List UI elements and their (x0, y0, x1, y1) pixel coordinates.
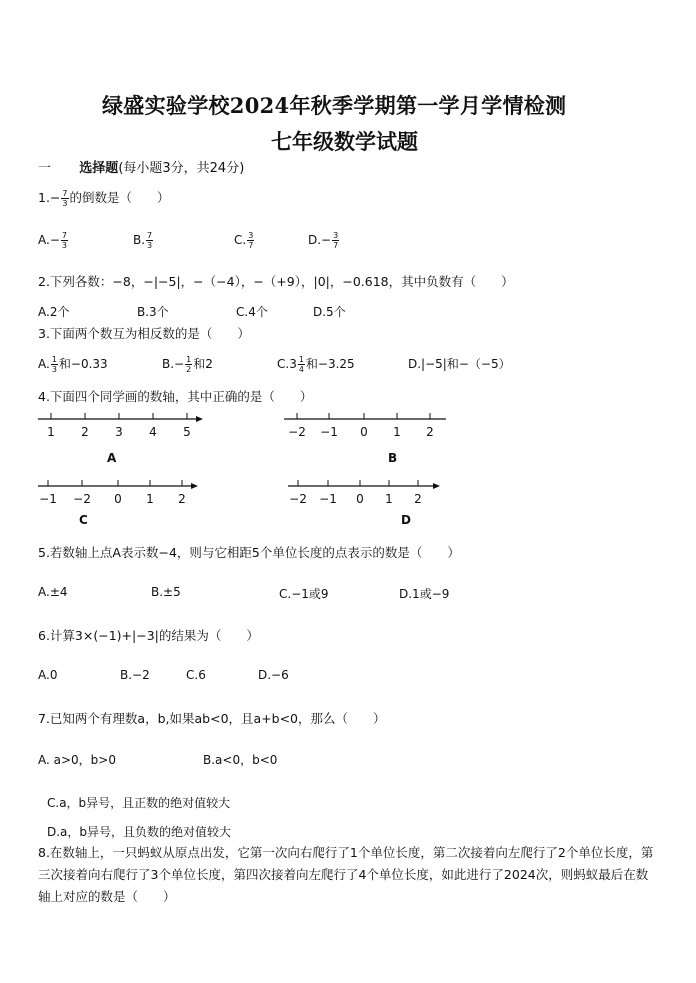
q3-option-a[interactable]: A. $\frac{1}{3}$ 和−0.33 (38, 355, 108, 374)
question-3-stem: 3.下面两个数互为相反数的是（ ） (38, 326, 250, 341)
tick-label: 2 (81, 425, 89, 439)
exam-subtitle: 七年级数学试题 (271, 129, 418, 154)
q7-option-c[interactable]: C.a，b异号，且正数的绝对值较大 (47, 796, 231, 810)
tick-label: −2 (289, 492, 307, 506)
q1-option-d[interactable]: D.− $\frac{3}{7}$ (308, 231, 339, 250)
q5-option-a[interactable]: A.±4 (38, 585, 68, 599)
tick-label: 0 (360, 425, 368, 439)
number-line-a (36, 410, 206, 444)
number-line-d-label[interactable]: D (401, 513, 411, 527)
section-number: 一 (38, 161, 52, 176)
tick-label: −1 (319, 492, 337, 506)
q3-option-d[interactable]: D.|−5|和−（−5） (408, 357, 511, 371)
q6-option-d[interactable]: D.−6 (258, 668, 289, 682)
q7-option-b[interactable]: B.a<0，b<0 (203, 753, 278, 767)
q1-suffix: 的倒数是（ ） (69, 190, 170, 205)
q1-prefix: 1.− (38, 190, 61, 205)
exam-title: 绿盛实验学校2024年秋季学期第一学月学情检测 (102, 93, 567, 118)
tick-label: −1 (320, 425, 338, 439)
question-6-stem: 6.计算3×(−1)+|−3|的结果为（ ） (38, 628, 259, 643)
question-2-stem: 2.下列各数：−8，−|−5|，−（−4），−（+9），|0|，−0.618，其中负数有（ ） (38, 274, 514, 289)
ticks (51, 413, 187, 419)
axis-arrow (433, 483, 440, 489)
q1-option-c[interactable]: C. $\frac{3}{7}$ (234, 231, 254, 250)
q7-option-a[interactable]: A. a>0，b>0 (38, 753, 116, 767)
q5-option-b[interactable]: B.±5 (151, 585, 181, 599)
section-note: (每小题3分，共24分) (118, 161, 245, 176)
section-name: 选择题 (79, 161, 119, 176)
axis-arrow (191, 483, 198, 489)
q5-option-c[interactable]: C.−1或9 (279, 587, 329, 601)
section-heading (38, 157, 244, 176)
tick-label: −2 (288, 425, 306, 439)
q2-option-a[interactable]: A.2个 (38, 305, 70, 319)
question-4-stem: 4.下面四个同学画的数轴，其中正确的是（ ） (38, 389, 313, 404)
question-7-stem: 7.已知两个有理数a，b,如果ab<0，且a+b<0，那么（ ） (38, 711, 386, 726)
q1-option-b[interactable]: B. $\frac{7}{3}$ (133, 231, 153, 250)
question-8-stem: 8.在数轴上，一只蚂蚁从原点出发，它第一次向右爬行了1个单位长度，第二次接着向左爬行了2个单位长度，第三次接着向右爬行了3个单位长度，第四次接着向左爬行了4个单位长度，如此进行了2024次，则蚂蚁最后在数轴上对应的数是（ ） (38, 845, 654, 904)
ticks (298, 480, 418, 486)
number-line-d (288, 477, 458, 511)
tick-label: 0 (114, 492, 122, 506)
tick-label: 2 (414, 492, 422, 506)
q1-option-a[interactable]: A.− $\frac{7}{3}$ (38, 231, 67, 250)
q2-option-c[interactable]: C.4个 (236, 305, 268, 319)
ticks (48, 480, 182, 486)
tick-label: 2 (426, 425, 434, 439)
number-line-a-label[interactable]: A (107, 451, 117, 465)
q6-option-c[interactable]: C.6 (186, 668, 206, 682)
tick-label: 2 (178, 492, 186, 506)
number-line-b-label[interactable]: B (388, 451, 398, 465)
tick-label: 0 (356, 492, 364, 506)
q6-option-a[interactable]: A.0 (38, 668, 58, 682)
tick-label: −1 (39, 492, 57, 506)
q3-option-b[interactable]: B.− $\frac{1}{2}$ 和2 (162, 355, 213, 374)
number-line-c (36, 477, 206, 511)
tick-label: 5 (183, 425, 191, 439)
tick-label: 1 (47, 425, 55, 439)
tick-label: 4 (149, 425, 157, 439)
q3-option-c[interactable]: C.3 $\frac{1}{4}$ 和−3.25 (277, 355, 355, 374)
tick-label: 1 (393, 425, 401, 439)
q2-option-b[interactable]: B.3个 (137, 305, 169, 319)
axis-arrow (196, 416, 203, 422)
tick-label: 1 (385, 492, 393, 506)
q2-option-d[interactable]: D.5个 (313, 305, 346, 319)
q5-option-d[interactable]: D.1或−9 (399, 587, 450, 601)
question-1-stem (38, 188, 170, 208)
tick-label: 3 (115, 425, 123, 439)
tick-label: −2 (73, 492, 91, 506)
q6-option-b[interactable]: B.−2 (120, 668, 150, 682)
q7-option-d[interactable]: D.a，b异号，且负数的绝对值较大 (47, 825, 232, 839)
q1-fraction: $\frac{7}{3}$ (62, 189, 68, 208)
question-5-stem: 5.若数轴上点A表示数−4，则与它相距5个单位长度的点表示的数是（ ） (38, 545, 460, 560)
ticks (297, 413, 430, 419)
number-line-c-label[interactable]: C (79, 513, 88, 527)
tick-label: 1 (146, 492, 154, 506)
number-line-b (284, 410, 454, 444)
